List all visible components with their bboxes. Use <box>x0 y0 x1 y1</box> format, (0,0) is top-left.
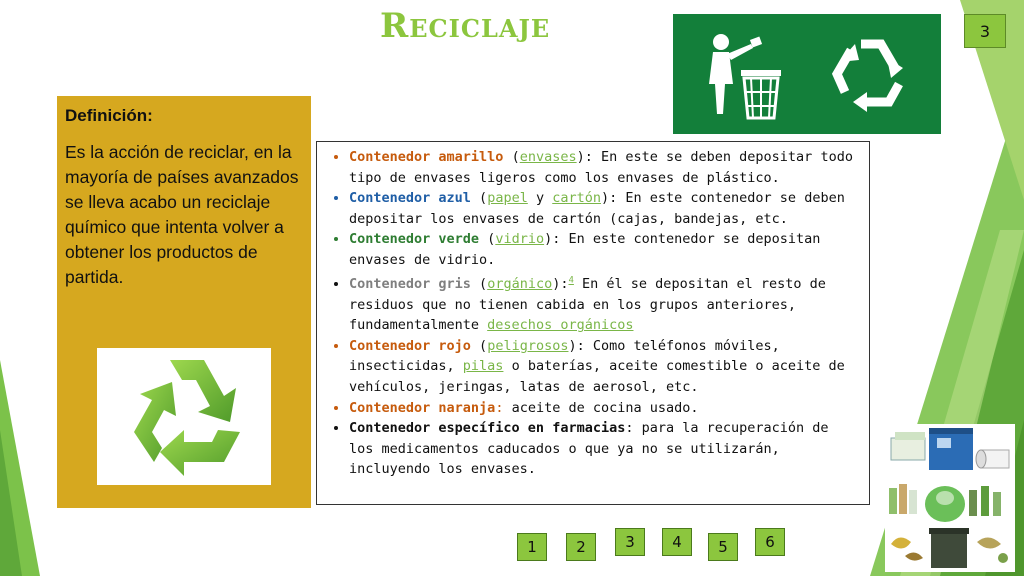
definition-text: Es la acción de reciclar, en la mayoría de países avanzados se lleva acabo un reciclaje químico que intenta volver a obtener los productos de partida. <box>65 142 299 287</box>
decor-stripes-left <box>0 0 60 576</box>
bullet-text: En él se depositan el resto de residuos que no tienen cabida en los grupos anteriores, fundamentalmente <box>349 276 826 334</box>
bullet-text: o baterías, aceite comestible o aceite de vehículos, jeringas, latas de aerosol, etc. <box>349 358 845 396</box>
footnote-link[interactable]: 4 <box>568 275 574 286</box>
list-item <box>349 336 859 398</box>
bullet-conjunction: y <box>527 190 553 207</box>
link-peligrosos[interactable]: peligrosos <box>487 337 569 354</box>
nav-button-6[interactable]: 6 <box>755 528 785 556</box>
bullet-colon: : <box>495 399 504 416</box>
bullet-label-verde: Contenedor verde <box>349 231 480 248</box>
nav-button-1[interactable]: 1 <box>517 533 547 561</box>
bullet-label-rojo: Contenedor rojo <box>349 337 471 354</box>
bullet-paren: ( <box>470 190 488 207</box>
container-types-list <box>316 141 870 505</box>
link-organico[interactable]: orgánico <box>487 276 553 293</box>
nav-button-3[interactable]: 3 <box>615 528 645 556</box>
bullet-text: aceite de cocina usado. <box>503 399 699 416</box>
link-carton[interactable]: cartón <box>552 190 601 207</box>
bullet-text: ): En este contenedor se depositan envases de vidrio. <box>349 231 821 268</box>
bullet-text: ): En este se deben depositar todo tipo de envases ligeros como los envases de plástico. <box>349 149 853 186</box>
bullet-label-amarillo: Contenedor amarillo <box>349 149 504 165</box>
bullet-paren: ( <box>470 276 488 293</box>
list-item <box>349 398 859 419</box>
bullet-colon: ): <box>552 276 569 293</box>
link-envases[interactable]: envases <box>519 149 577 165</box>
bullet-label-farmacias: Contenedor específico en farmacias <box>349 420 626 437</box>
bullet-text: : para la recuperación de los medicamentos caducados o que ya no se utilizarán, incluyendo los envases. <box>349 420 829 478</box>
bullet-text: ): Como teléfonos móviles, insecticidas, <box>349 337 780 375</box>
bullet-paren: ( <box>503 149 520 165</box>
link-desechos-organicos[interactable]: desechos orgánicos <box>487 317 634 334</box>
bullet-paren: ( <box>479 231 496 248</box>
page-title: Reciclaje <box>380 6 551 46</box>
bullet-label-naranja: Contenedor naranja <box>349 399 496 416</box>
bullet-paren: ( <box>470 337 488 354</box>
list-item <box>349 271 859 336</box>
nav-button-2[interactable]: 2 <box>566 533 596 561</box>
link-vidrio[interactable]: vidrio <box>495 231 545 248</box>
bullet-text: ): En este contenedor se deben depositar los envases de cartón (cajas, bandejas, etc. <box>349 190 845 227</box>
trash-bin-sign-icon <box>673 14 941 134</box>
definition-heading: Definición: <box>65 106 153 125</box>
list-item <box>349 418 859 480</box>
list-item <box>349 188 859 229</box>
list-item <box>349 229 859 270</box>
recycle-bins-illustration <box>885 424 1015 572</box>
link-papel[interactable]: papel <box>487 190 528 207</box>
link-pilas[interactable]: pilas <box>462 358 504 375</box>
bullet-label-azul: Contenedor azul <box>349 190 471 207</box>
recycling-symbol-icon <box>97 348 271 485</box>
nav-button-4[interactable]: 4 <box>662 528 692 556</box>
page-number-badge: 3 <box>964 14 1006 48</box>
nav-button-5[interactable]: 5 <box>708 533 738 561</box>
list-item <box>349 147 859 188</box>
bullet-label-gris: Contenedor gris <box>349 276 471 293</box>
